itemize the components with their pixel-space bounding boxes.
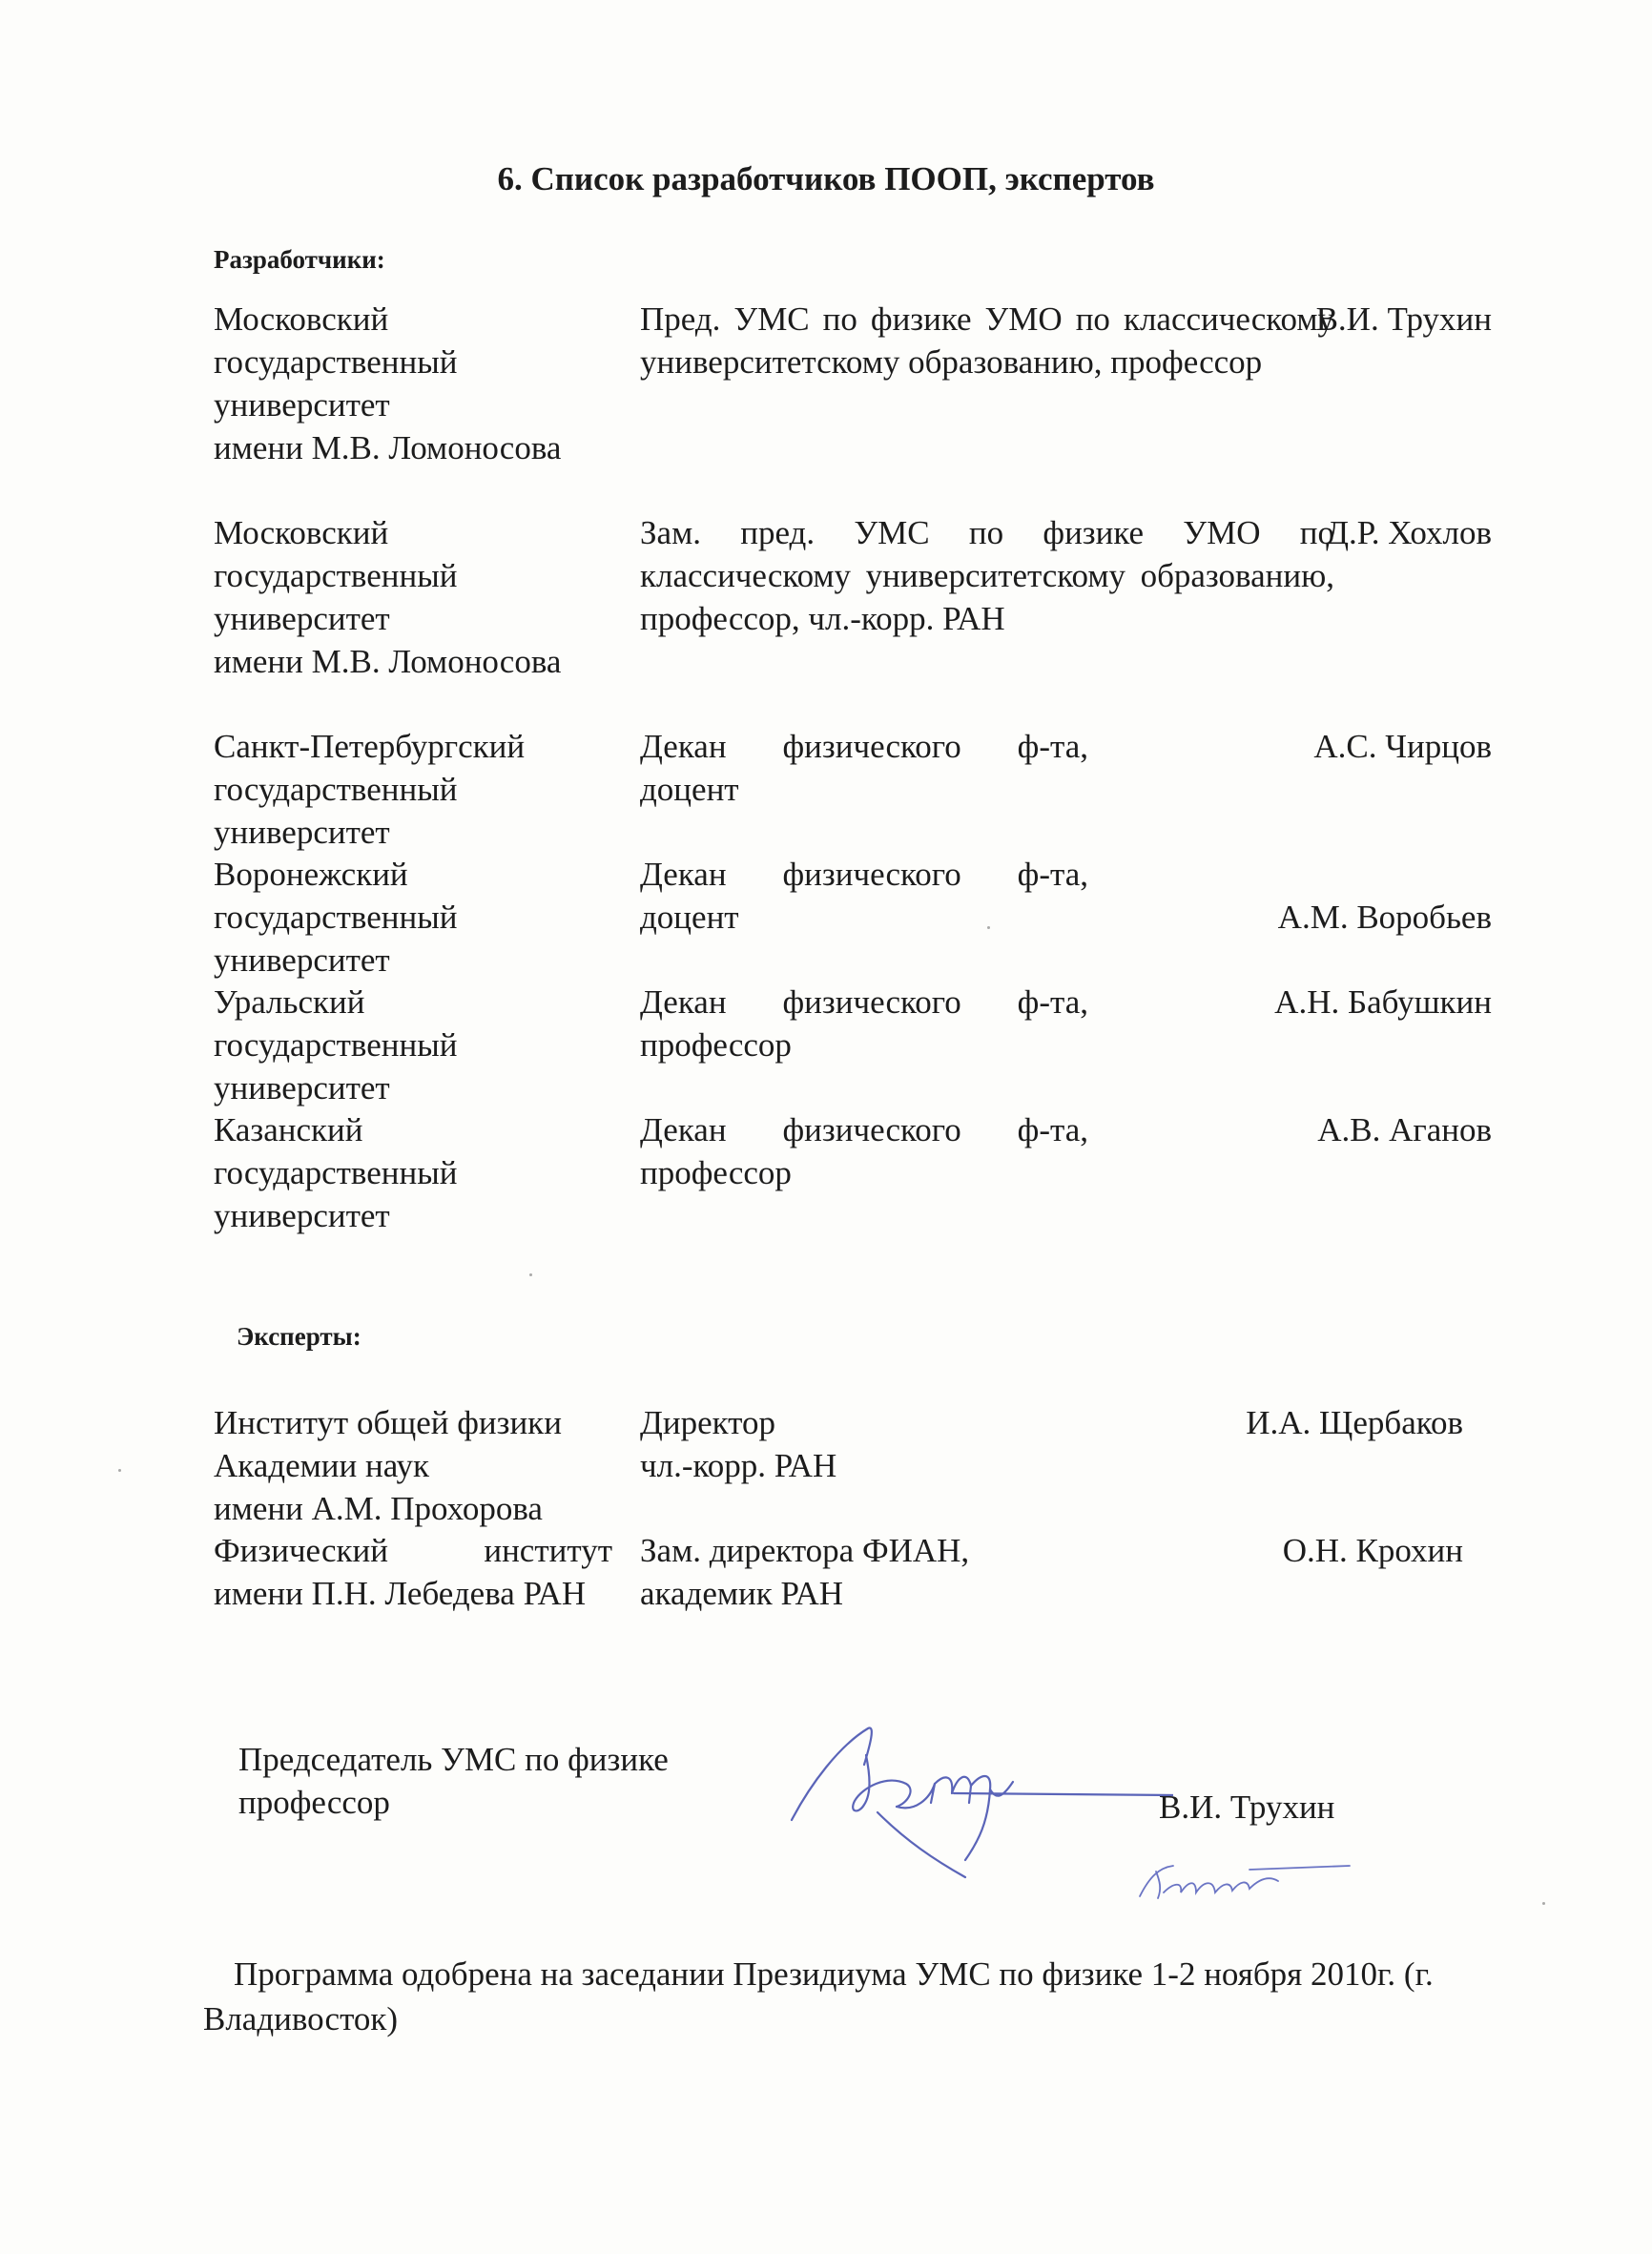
scan-speck bbox=[118, 1469, 121, 1472]
developers-table bbox=[214, 298, 1492, 1236]
experts-heading: Эксперты: bbox=[237, 1322, 361, 1351]
developer-org: Казанский государственный университет bbox=[214, 1111, 458, 1234]
developer-position: Зам. пред. УМС по физике УМО по классическому университетскому образованию, профессор, чл.-корр. РАН bbox=[640, 514, 1334, 637]
handwritten-signature bbox=[763, 1707, 1173, 1879]
expert-row bbox=[214, 1529, 1463, 1657]
developers-heading: Разработчики: bbox=[214, 245, 385, 274]
developer-position: Декан физического ф-та, доцент bbox=[640, 728, 1088, 808]
developer-name: В.И. Трухин bbox=[1315, 300, 1492, 338]
developer-name: А.М. Воробьев bbox=[1277, 899, 1492, 936]
initials-signature bbox=[1135, 1858, 1354, 1906]
expert-name: И.А. Щербаков bbox=[1246, 1404, 1463, 1441]
developer-position: Декан физического ф-та, профессор bbox=[640, 983, 1088, 1064]
chairman-title: Председатель УМС по физике профессор bbox=[238, 1741, 669, 1821]
developer-row bbox=[214, 1108, 1492, 1236]
developer-position: Декан физического ф-та, профессор bbox=[640, 1111, 1088, 1191]
expert-position: Директор чл.-корр. РАН bbox=[640, 1404, 837, 1484]
scan-speck bbox=[1542, 1902, 1545, 1905]
developer-name: Д.Р. Хохлов bbox=[1326, 514, 1492, 551]
scan-speck bbox=[529, 1273, 532, 1276]
developer-row bbox=[214, 981, 1492, 1108]
scan-speck bbox=[987, 926, 990, 929]
developer-row bbox=[214, 511, 1492, 725]
expert-org: Институт общей физики Академии наук имени А.М. Прохорова bbox=[214, 1404, 562, 1527]
expert-row bbox=[214, 1401, 1463, 1529]
developer-org: Воронежский государственный университет bbox=[214, 856, 458, 979]
developer-org: Московский государственный университет имени М.В. Ломоносова bbox=[214, 514, 562, 680]
approval-note: Программа одобрена на заседании Президиума УМС по физике 1-2 ноября 2010г. (г. Владивосток) bbox=[203, 1955, 1434, 2037]
developer-name: А.В. Аганов bbox=[1317, 1111, 1492, 1148]
page-title: 6. Список разработчиков ПООП, экспертов bbox=[497, 160, 1155, 197]
developer-position: Декан физического ф-та, доцент bbox=[640, 856, 1088, 936]
developer-name: А.Н. Бабушкин bbox=[1274, 983, 1492, 1021]
developer-org: Уральский государственный университет bbox=[214, 983, 458, 1106]
experts-table bbox=[214, 1401, 1463, 1657]
developer-row bbox=[214, 853, 1492, 981]
expert-position: Зам. директора ФИАН, академик РАН bbox=[640, 1532, 970, 1612]
expert-org: Физический институт имени П.Н. Лебедева РАН bbox=[214, 1532, 612, 1612]
developer-row bbox=[214, 725, 1492, 853]
developer-org: Санкт-Петербургский государственный университет bbox=[214, 728, 526, 851]
chairman-name: В.И. Трухин bbox=[1159, 1789, 1335, 1826]
expert-name: О.Н. Крохин bbox=[1282, 1532, 1463, 1569]
developer-name: А.С. Чирцов bbox=[1313, 728, 1492, 765]
developer-position: Пред. УМС по физике УМО по классическому университетскому образованию, профессор bbox=[640, 300, 1334, 381]
developer-row bbox=[214, 298, 1492, 511]
developer-org: Московский государственный университет имени М.В. Ломоносова bbox=[214, 300, 562, 466]
